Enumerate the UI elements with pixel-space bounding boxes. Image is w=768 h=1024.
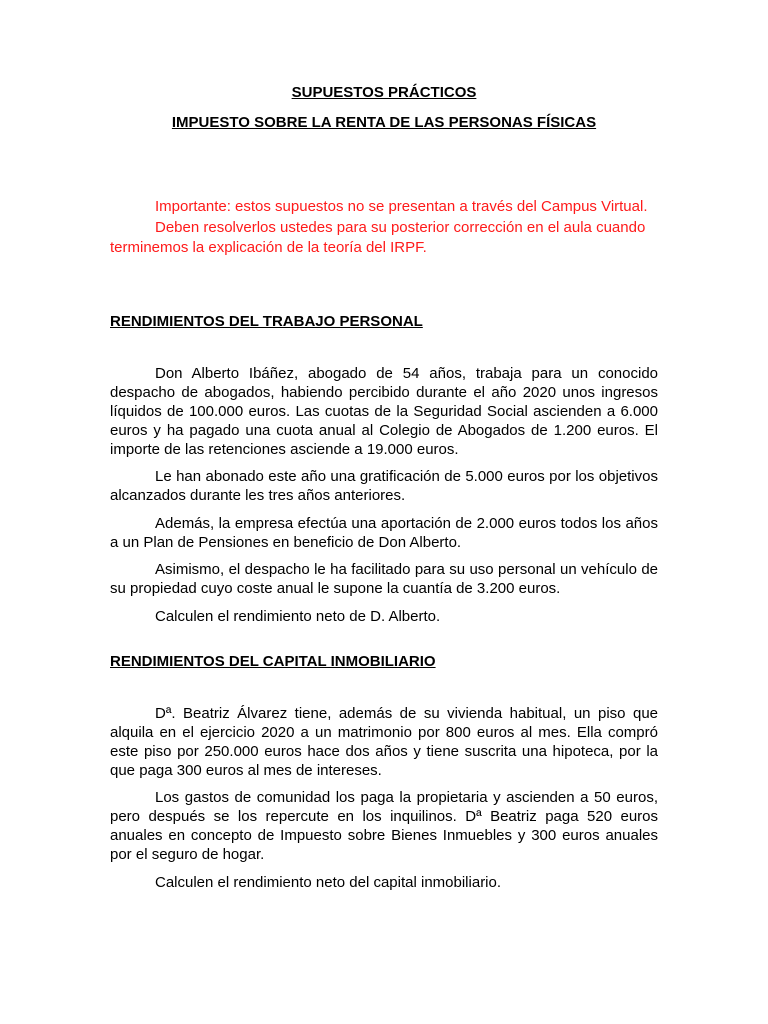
important-notice — [110, 197, 658, 259]
section-heading: RENDIMIENTOS DEL CAPITAL INMOBILIARIO — [110, 652, 436, 670]
notice-line-2: Deben resolverlos ustedes para su posterior corrección en el aula cuando terminemos la explicación de la teoría del IRPF. — [110, 218, 646, 256]
document-subtitle: IMPUESTO SOBRE LA RENTA DE LAS PERSONAS FÍSICAS — [171, 114, 597, 131]
paragraph: Los gastos de comunidad los paga la propietaria y ascienden a 50 euros, pero después se los repercute en los inquilinos. Dª Beatriz paga 520 euros anuales en concepto de Impuesto sobre Bienes Inmuebles y 300 euros anuales por el seguro de hogar. — [110, 789, 658, 863]
document-title: SUPUESTOS PRÁCTICOS — [291, 84, 477, 101]
paragraph: Le han abonado este año una gratificación de 5.000 euros por los objetivos alcanzados durante les tres años anteriores. — [110, 468, 658, 504]
section-heading: RENDIMIENTOS DEL TRABAJO PERSONAL — [110, 312, 423, 330]
section-trabajo-personal — [110, 313, 658, 626]
paragraph: Asimismo, el despacho le ha facilitado para su uso personal un vehículo de su propiedad cuyo coste anual le supone la cuantía de 3.200 euros. — [110, 561, 658, 597]
paragraph: Además, la empresa efectúa una aportación de 2.000 euros todos los años a un Plan de Pensiones en beneficio de Don Alberto. — [110, 514, 658, 551]
notice-line-1: Importante: estos supuestos no se presentan a través del Campus Virtual. — [155, 198, 648, 215]
paragraph: Calculen el rendimiento neto de D. Alberto. — [155, 607, 441, 625]
paragraph: Don Alberto Ibáñez, abogado de 54 años, trabaja para un conocido despacho de abogados, habiendo percibido durante el año 2020 unos ingresos líquidos de 100.000 euros. Las cuotas de la Seguridad Social ascienden a 6.000 euros y ha pagado una cuota anual al Colegio de Abogados de 1.200 euros. El importe de las retenciones asciende a 19.000 euros. — [110, 364, 658, 458]
paragraph: Calculen el rendimiento neto del capital inmobiliario. — [155, 873, 502, 891]
section-capital-inmobiliario — [110, 653, 658, 892]
paragraph: Dª. Beatriz Álvarez tiene, además de su vivienda habitual, un piso que alquila en el ejercicio 2020 a un matrimonio por 800 euros al mes. Ella compró este piso por 250.000 euros hace dos años y tiene suscrita una hipoteca, por la que paga 300 euros al mes de intereses. — [110, 704, 658, 779]
